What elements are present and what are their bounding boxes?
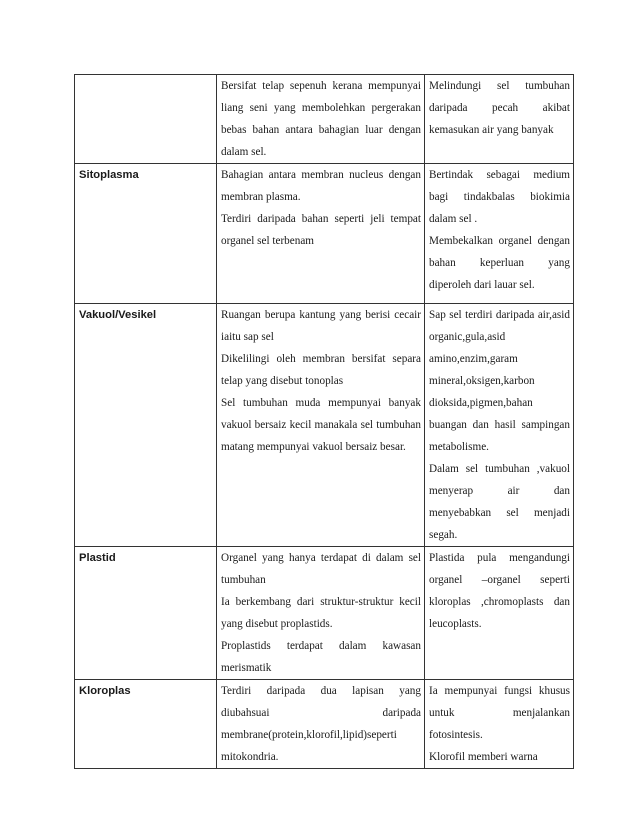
structure-text: Bersifat telap sepenuh kerana mempunyai liang seni yang membolehkan pergerakan bebas bahan antara bahagian luar dengan dalam sel.: [221, 80, 421, 158]
function-cell: [425, 304, 574, 547]
table-row: [75, 547, 574, 680]
organelle-name: [75, 75, 217, 164]
structure-text: Sel tumbuhan muda mempunyai banyak vakuol bersaiz kecil manakala sel tumbuhan matang mempunyai vakuol bersaiz besar.: [221, 397, 421, 453]
function-text: Bertindak sebagai medium bagi tindakbalas biokimia dalam sel .: [429, 169, 570, 225]
table-row: [75, 680, 574, 769]
structure-cell: [217, 304, 425, 547]
table-row: [75, 164, 574, 304]
structure-cell: [217, 75, 425, 164]
function-cell: [425, 164, 574, 304]
structure-text: Organel yang hanya terdapat di dalam sel tumbuhan: [221, 552, 421, 586]
table-row: [75, 304, 574, 547]
organelle-table: [74, 74, 574, 769]
structure-text: Proplastids terdapat dalam kawasan merismatik: [221, 640, 421, 674]
structure-text: Dikelilingi oleh membran bersifat separa telap yang disebut tonoplas: [221, 353, 421, 387]
organelle-name: Vakuol/Vesikel: [75, 304, 217, 547]
structure-text: Ia berkembang dari struktur-struktur kecil yang disebut proplastids.: [221, 596, 421, 630]
organelle-name: Plastid: [75, 547, 217, 680]
function-text: Ia mempunyai fungsi khusus untuk menjalankan fotosintesis.: [429, 685, 570, 741]
organelle-name: Kloroplas: [75, 680, 217, 769]
structure-cell: [217, 547, 425, 680]
function-text: Membekalkan organel dengan bahan keperluan yang diperoleh dari lauar sel.: [429, 235, 570, 291]
function-text: Melindungi sel tumbuhan daripada pecah akibat kemasukan air yang banyak: [429, 80, 570, 136]
function-cell: [425, 75, 574, 164]
structure-cell: [217, 164, 425, 304]
function-cell: [425, 680, 574, 769]
structure-text: Ruangan berupa kantung yang berisi cecair iaitu sap sel: [221, 309, 421, 343]
structure-text: Bahagian antara membran nucleus dengan membran plasma.: [221, 169, 421, 203]
structure-text: Terdiri daripada bahan seperti jeli tempat organel sel terbenam: [221, 213, 421, 247]
structure-cell: [217, 680, 425, 769]
function-text: Klorofil memberi warna: [429, 751, 538, 763]
structure-text: Terdiri daripada dua lapisan yang diubahsuai daripada membrane(protein,klorofil,lipid)seperti mitokondria.: [221, 685, 421, 763]
function-text: Dalam sel tumbuhan ,vakuol menyerap air dan menyebabkan sel menjadi segah.: [429, 463, 570, 541]
function-text: Sap sel terdiri daripada air,asid organic,gula,asid amino,enzim,garam mineral,oksigen,karbon dioksida,pigmen,bahan buangan dan hasil sampingan metabolisme.: [429, 309, 570, 453]
function-cell: [425, 547, 574, 680]
organelle-name: Sitoplasma: [75, 164, 217, 304]
function-text: Plastida pula mengandungi organel –organel seperti kloroplas ,chromoplasts dan leucoplasts.: [429, 552, 570, 630]
table-row: [75, 75, 574, 164]
